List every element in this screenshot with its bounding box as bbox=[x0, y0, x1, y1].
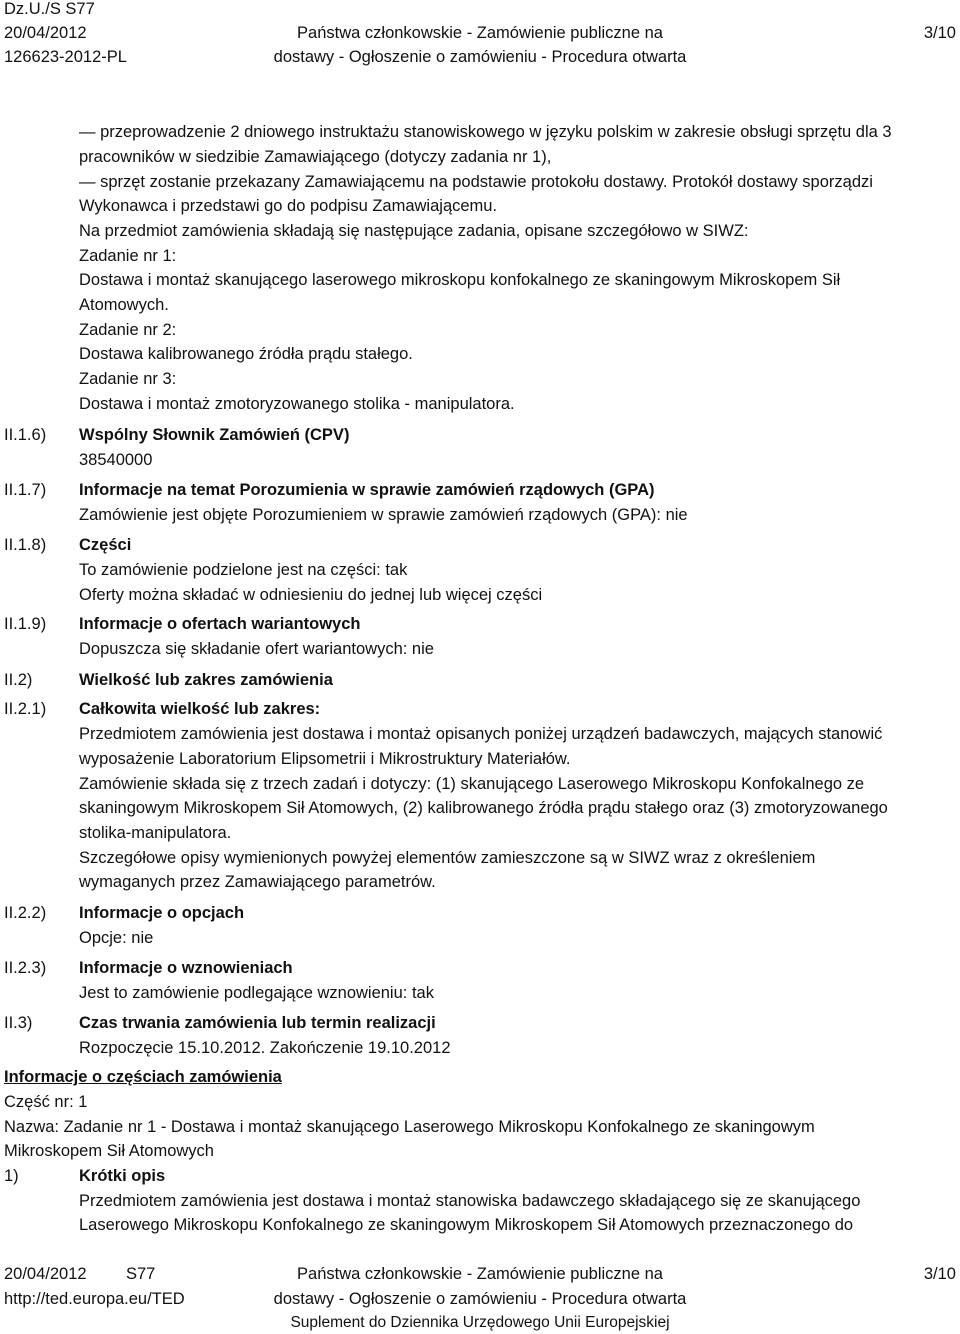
section-title-duration: Czas trwania zamówienia lub termin realizacji bbox=[79, 1014, 436, 1032]
body-text-line: — przeprowadzenie 2 dniowego instruktażu stanowiskowego w języku polskim w zakresie obsługi sprzętu dla 3 bbox=[79, 123, 892, 141]
body-text-line: Zadanie nr 3: bbox=[79, 370, 177, 388]
lots-offers-value: Oferty można składać w odniesieniu do jednej lub więcej części bbox=[79, 586, 543, 604]
lot-item-number: 1) bbox=[4, 1167, 19, 1185]
section-number: II.1.8) bbox=[4, 536, 47, 554]
lot-number: Część nr: 1 bbox=[4, 1093, 88, 1111]
lot-name-line2: Mikroskopem Sił Atomowych bbox=[4, 1142, 214, 1160]
options-value: Opcje: nie bbox=[79, 929, 154, 947]
header-date: 20/04/2012 bbox=[4, 24, 87, 42]
ted-link[interactable]: http://ted.europa.eu/TED bbox=[4, 1290, 185, 1308]
scope-text-line: Zamówienie składa się z trzech zadań i dotyczy: (1) skanującego Laserowego Mikroskopu Konfokalnego ze bbox=[79, 775, 865, 793]
section-number: II.2.3) bbox=[4, 959, 47, 977]
duration-value: Rozpoczęcie 15.10.2012. Zakończenie 19.10.2012 bbox=[79, 1039, 451, 1057]
scope-text-line: stolika-manipulatora. bbox=[79, 824, 232, 842]
scope-text-line: skaningowym Mikroskopem Sił Atomowych, (2) kalibrowanego źródła prądu stałego oraz (3) zmotoryzowanego bbox=[79, 799, 888, 817]
section-title-options: Informacje o opcjach bbox=[79, 904, 245, 922]
scope-text-line: Szczegółowe opisy wymienionych powyżej elementów zamieszczone są w SIWZ wraz z określeniem bbox=[79, 849, 816, 867]
section-title-total-scope: Całkowita wielkość lub zakres: bbox=[79, 700, 321, 718]
scope-text-line: Przedmiotem zamówienia jest dostawa i montaż opisanych poniżej urządzeń badawczych, mających stanowić bbox=[79, 725, 883, 743]
section-number: II.1.7) bbox=[4, 481, 47, 499]
header-title-line1: Państwa członkowskie - Zamówienie publiczne na bbox=[297, 24, 663, 42]
section-number: II.3) bbox=[4, 1014, 33, 1032]
footer-date: 20/04/2012 bbox=[4, 1265, 87, 1283]
body-text-line: Dostawa i montaż skanującego laserowego mikroskopu konfokalnego ze skaningowym Mikroskopem Sił bbox=[79, 271, 841, 289]
journal-reference: Dz.U./S S77 bbox=[4, 0, 95, 18]
body-text-line: Na przedmiot zamówienia składają się następujące zadania, opisane szczegółowo w SIWZ: bbox=[79, 222, 749, 240]
header-page-number: 3/10 bbox=[923, 24, 956, 42]
lot-name-line1: Nazwa: Zadanie nr 1 - Dostawa i montaż skanującego Laserowego Mikroskopu Konfokalnego ze skaningowym bbox=[4, 1118, 815, 1136]
section-title-lots: Części bbox=[79, 536, 132, 554]
section-number: II.1.6) bbox=[4, 426, 47, 444]
cpv-code: 38540000 bbox=[79, 451, 153, 469]
header-title-line2: dostawy - Ogłoszenie o zamówieniu - Procedura otwarta bbox=[273, 48, 687, 66]
lot-short-description-title: Krótki opis bbox=[79, 1167, 166, 1185]
lot-description-line: Przedmiotem zamówienia jest dostawa i montaż stanowiska badawczego składającego się ze skanującego bbox=[79, 1192, 861, 1210]
section-number: II.2.1) bbox=[4, 700, 47, 718]
lots-info-heading: Informacje o częściach zamówienia bbox=[4, 1068, 282, 1086]
body-text-line: pracowników w siedzibie Zamawiającego (dotyczy zadania nr 1), bbox=[79, 148, 552, 166]
section-number: II.2) bbox=[4, 671, 33, 689]
section-title-cpv: Wspólny Słownik Zamówień (CPV) bbox=[79, 426, 350, 444]
section-title-gpa: Informacje na temat Porozumienia w sprawie zamówień rządowych (GPA) bbox=[79, 481, 655, 499]
section-number: II.1.9) bbox=[4, 615, 47, 633]
variants-value: Dopuszcza się składanie ofert wariantowych: nie bbox=[79, 640, 434, 658]
section-title-scope: Wielkość lub zakres zamówienia bbox=[79, 671, 333, 689]
footer-title-line1: Państwa członkowskie - Zamówienie publiczne na bbox=[297, 1265, 663, 1283]
gpa-value: Zamówienie jest objęte Porozumieniem w sprawie zamówień rządowych (GPA): nie bbox=[79, 506, 688, 524]
section-title-renewals: Informacje o wznowieniach bbox=[79, 959, 293, 977]
lot-description-line: Laserowego Mikroskopu Konfokalnego ze skaningowym Mikroskopem Sił Atomowych przeznaczonego do bbox=[79, 1216, 854, 1234]
body-text-line: Dostawa i montaż zmotoryzowanego stolika - manipulatora. bbox=[79, 395, 515, 413]
renewals-value: Jest to zamówienie podlegające wznowieniu: tak bbox=[79, 984, 434, 1002]
body-text-line: Zadanie nr 1: bbox=[79, 247, 177, 265]
body-text-line: Dostawa kalibrowanego źródła prądu stałego. bbox=[79, 345, 413, 363]
footer-page-number: 3/10 bbox=[923, 1265, 956, 1283]
notice-number: 126623-2012-PL bbox=[4, 48, 127, 66]
scope-text-line: wyposażenie Laboratorium Elipsometrii i Mikrostruktury Materiałów. bbox=[79, 750, 571, 768]
lots-divided-value: To zamówienie podzielone jest na części: tak bbox=[79, 561, 408, 579]
scope-text-line: wymaganych przez Zamawiającego parametrów. bbox=[79, 873, 436, 891]
section-title-variants: Informacje o ofertach wariantowych bbox=[79, 615, 361, 633]
footer-title-line2: dostawy - Ogłoszenie o zamówieniu - Procedura otwarta bbox=[273, 1290, 687, 1308]
body-text-line: Atomowych. bbox=[79, 296, 169, 314]
footer-series: S77 bbox=[126, 1265, 156, 1283]
section-number: II.2.2) bbox=[4, 904, 47, 922]
body-text-line: Zadanie nr 2: bbox=[79, 321, 177, 339]
body-text-line: Wykonawca i przedstawi go do podpisu Zamawiającemu. bbox=[79, 197, 498, 215]
body-text-line: — sprzęt zostanie przekazany Zamawiającemu na podstawie protokołu dostawy. Protokół dostawy sporządzi bbox=[79, 173, 873, 191]
footer-title-line3: Suplement do Dziennika Urzędowego Unii Europejskiej bbox=[290, 1314, 670, 1331]
